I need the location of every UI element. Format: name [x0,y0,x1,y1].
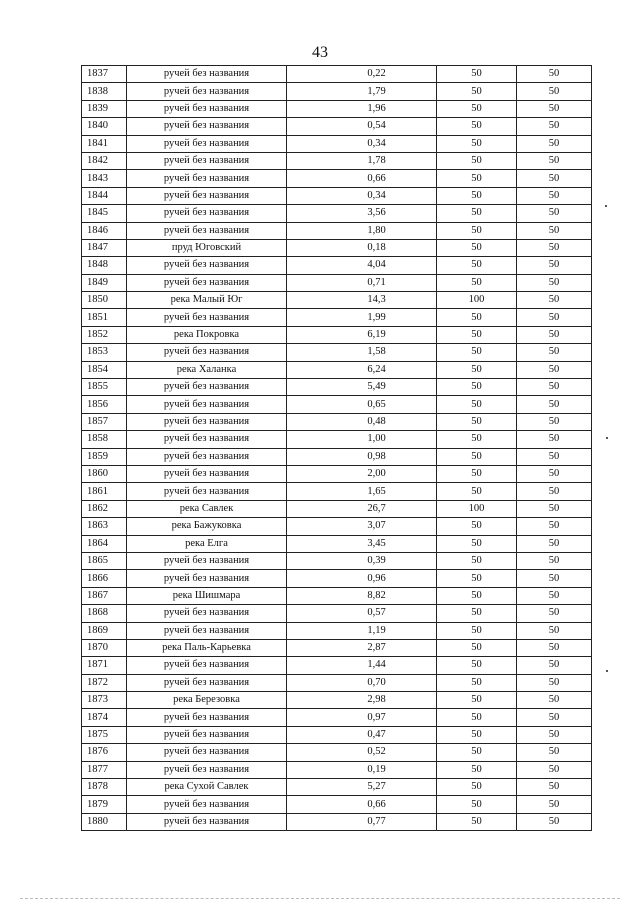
protection-zone-width-cell: 50 [437,309,517,326]
coastal-band-width-cell: 50 [517,379,592,396]
table-row [82,726,592,743]
row-number-cell: 1849 [82,274,127,291]
coastal-band-width-cell: 50 [517,309,592,326]
water-object-name-cell: ручей без названия [127,657,287,674]
length-km-cell: 1,65 [287,483,437,500]
table-row [82,622,592,639]
protection-zone-width-cell: 50 [437,761,517,778]
table-row [82,605,592,622]
length-km-cell: 2,00 [287,465,437,482]
length-km-cell: 8,82 [287,587,437,604]
table-row [82,118,592,135]
protection-zone-width-cell: 50 [437,709,517,726]
protection-zone-width-cell: 50 [437,222,517,239]
length-km-cell: 0,98 [287,448,437,465]
water-object-name-cell: река Халанка [127,361,287,378]
length-km-cell: 1,99 [287,309,437,326]
coastal-band-width-cell: 50 [517,448,592,465]
row-number-cell: 1839 [82,100,127,117]
water-object-name-cell: ручей без названия [127,552,287,569]
length-km-cell: 5,27 [287,779,437,796]
row-number-cell: 1865 [82,552,127,569]
protection-zone-width-cell: 50 [437,465,517,482]
coastal-band-width-cell: 50 [517,639,592,656]
water-object-name-cell: ручей без названия [127,796,287,813]
coastal-band-width-cell: 50 [517,657,592,674]
length-km-cell: 0,39 [287,552,437,569]
row-number-cell: 1851 [82,309,127,326]
protection-zone-width-cell: 50 [437,396,517,413]
water-object-name-cell: река Шишмара [127,587,287,604]
coastal-band-width-cell: 50 [517,813,592,830]
water-object-name-cell: ручей без названия [127,465,287,482]
coastal-band-width-cell: 50 [517,413,592,430]
row-number-cell: 1868 [82,605,127,622]
coastal-band-width-cell: 50 [517,483,592,500]
coastal-band-width-cell: 50 [517,239,592,256]
row-number-cell: 1877 [82,761,127,778]
length-km-cell: 0,70 [287,674,437,691]
row-number-cell: 1855 [82,379,127,396]
table-row [82,431,592,448]
water-object-name-cell: река Сухой Савлек [127,779,287,796]
row-number-cell: 1841 [82,135,127,152]
protection-zone-width-cell: 100 [437,292,517,309]
row-number-cell: 1864 [82,535,127,552]
water-object-name-cell: ручей без названия [127,483,287,500]
length-km-cell: 0,96 [287,570,437,587]
row-number-cell: 1846 [82,222,127,239]
length-km-cell: 0,34 [287,187,437,204]
row-number-cell: 1872 [82,674,127,691]
protection-zone-width-cell: 50 [437,639,517,656]
coastal-band-width-cell: 50 [517,170,592,187]
coastal-band-width-cell: 50 [517,587,592,604]
water-object-name-cell: ручей без названия [127,761,287,778]
row-number-cell: 1878 [82,779,127,796]
table-row [82,535,592,552]
row-number-cell: 1853 [82,344,127,361]
water-object-name-cell: ручей без названия [127,170,287,187]
length-km-cell: 0,57 [287,605,437,622]
length-km-cell: 3,56 [287,205,437,222]
table-row [82,500,592,517]
length-km-cell: 14,3 [287,292,437,309]
table-row [82,100,592,117]
scan-speck [605,205,607,207]
length-km-cell: 0,48 [287,413,437,430]
coastal-band-width-cell: 50 [517,570,592,587]
coastal-band-width-cell: 50 [517,709,592,726]
length-km-cell: 1,78 [287,152,437,169]
row-number-cell: 1852 [82,326,127,343]
protection-zone-width-cell: 50 [437,326,517,343]
table-row [82,292,592,309]
row-number-cell: 1854 [82,361,127,378]
water-object-name-cell: ручей без названия [127,257,287,274]
coastal-band-width-cell: 50 [517,135,592,152]
table-row [82,239,592,256]
water-object-name-cell: ручей без названия [127,344,287,361]
protection-zone-width-cell: 50 [437,170,517,187]
table-row [82,379,592,396]
water-object-name-cell: ручей без названия [127,726,287,743]
water-object-name-cell: ручей без названия [127,205,287,222]
protection-zone-width-cell: 50 [437,726,517,743]
length-km-cell: 0,18 [287,239,437,256]
length-km-cell: 0,97 [287,709,437,726]
coastal-band-width-cell: 50 [517,257,592,274]
protection-zone-width-cell: 50 [437,152,517,169]
coastal-band-width-cell: 50 [517,361,592,378]
length-km-cell: 3,07 [287,518,437,535]
table-row [82,361,592,378]
water-object-name-cell: ручей без названия [127,744,287,761]
protection-zone-width-cell: 50 [437,257,517,274]
table-row [82,465,592,482]
table-row [82,552,592,569]
protection-zone-width-cell: 100 [437,500,517,517]
scan-speck [606,670,608,672]
protection-zone-width-cell: 50 [437,66,517,83]
row-number-cell: 1848 [82,257,127,274]
page-number: 43 [312,44,328,61]
length-km-cell: 1,44 [287,657,437,674]
row-number-cell: 1844 [82,187,127,204]
row-number-cell: 1879 [82,796,127,813]
coastal-band-width-cell: 50 [517,518,592,535]
protection-zone-width-cell: 50 [437,779,517,796]
length-km-cell: 6,19 [287,326,437,343]
length-km-cell: 1,19 [287,622,437,639]
coastal-band-width-cell: 50 [517,326,592,343]
length-km-cell: 5,49 [287,379,437,396]
water-object-name-cell: ручей без названия [127,396,287,413]
protection-zone-width-cell: 50 [437,570,517,587]
length-km-cell: 6,24 [287,361,437,378]
table-row [82,83,592,100]
table-row [82,448,592,465]
row-number-cell: 1838 [82,83,127,100]
coastal-band-width-cell: 50 [517,761,592,778]
table-row [82,639,592,656]
table-row [82,413,592,430]
table-row [82,326,592,343]
water-object-name-cell: ручей без названия [127,570,287,587]
table-row [82,709,592,726]
table-row [82,152,592,169]
length-km-cell: 1,96 [287,100,437,117]
row-number-cell: 1842 [82,152,127,169]
protection-zone-width-cell: 50 [437,83,517,100]
water-object-name-cell: река Покровка [127,326,287,343]
water-object-name-cell: пруд Юговский [127,239,287,256]
water-object-name-cell: ручей без названия [127,674,287,691]
row-number-cell: 1859 [82,448,127,465]
length-km-cell: 4,04 [287,257,437,274]
water-object-name-cell: ручей без названия [127,605,287,622]
coastal-band-width-cell: 50 [517,431,592,448]
water-object-name-cell: ручей без названия [127,100,287,117]
table-row [82,135,592,152]
water-object-name-cell: ручей без названия [127,448,287,465]
protection-zone-width-cell: 50 [437,535,517,552]
coastal-band-width-cell: 50 [517,396,592,413]
length-km-cell: 0,71 [287,274,437,291]
row-number-cell: 1861 [82,483,127,500]
row-number-cell: 1840 [82,118,127,135]
water-object-name-cell: река Паль-Карьевка [127,639,287,656]
coastal-band-width-cell: 50 [517,274,592,291]
coastal-band-width-cell: 50 [517,622,592,639]
protection-zone-width-cell: 50 [437,674,517,691]
length-km-cell: 0,77 [287,813,437,830]
coastal-band-width-cell: 50 [517,118,592,135]
table-row [82,170,592,187]
coastal-band-width-cell: 50 [517,292,592,309]
water-object-name-cell: ручей без названия [127,135,287,152]
protection-zone-width-cell: 50 [437,657,517,674]
length-km-cell: 0,22 [287,66,437,83]
length-km-cell: 0,34 [287,135,437,152]
protection-zone-width-cell: 50 [437,552,517,569]
coastal-band-width-cell: 50 [517,726,592,743]
coastal-band-width-cell: 50 [517,152,592,169]
length-km-cell: 0,54 [287,118,437,135]
row-number-cell: 1858 [82,431,127,448]
water-object-name-cell: ручей без названия [127,622,287,639]
protection-zone-width-cell: 50 [437,274,517,291]
table-row [82,222,592,239]
coastal-band-width-cell: 50 [517,205,592,222]
coastal-band-width-cell: 50 [517,674,592,691]
table-row [82,344,592,361]
row-number-cell: 1874 [82,709,127,726]
protection-zone-width-cell: 50 [437,744,517,761]
coastal-band-width-cell: 50 [517,83,592,100]
table-row [82,761,592,778]
page-bottom-edge [20,898,620,899]
protection-zone-width-cell: 50 [437,587,517,604]
table-row [82,309,592,326]
protection-zone-width-cell: 50 [437,379,517,396]
table-row [82,257,592,274]
table-row [82,692,592,709]
water-object-name-cell: река Елга [127,535,287,552]
length-km-cell: 0,66 [287,170,437,187]
table-row [82,518,592,535]
length-km-cell: 0,65 [287,396,437,413]
protection-zone-width-cell: 50 [437,118,517,135]
water-object-name-cell: река Березовка [127,692,287,709]
water-object-name-cell: ручей без названия [127,379,287,396]
row-number-cell: 1837 [82,66,127,83]
length-km-cell: 0,19 [287,761,437,778]
length-km-cell: 2,87 [287,639,437,656]
coastal-band-width-cell: 50 [517,535,592,552]
coastal-band-width-cell: 50 [517,187,592,204]
row-number-cell: 1847 [82,239,127,256]
coastal-band-width-cell: 50 [517,796,592,813]
protection-zone-width-cell: 50 [437,692,517,709]
water-object-name-cell: ручей без названия [127,413,287,430]
water-object-name-cell: ручей без названия [127,431,287,448]
length-km-cell: 1,00 [287,431,437,448]
protection-zone-width-cell: 50 [437,135,517,152]
water-object-name-cell: ручей без названия [127,187,287,204]
water-object-name-cell: ручей без названия [127,222,287,239]
table-row [82,796,592,813]
length-km-cell: 0,52 [287,744,437,761]
protection-zone-width-cell: 50 [437,448,517,465]
table-row [82,657,592,674]
protection-zone-width-cell: 50 [437,813,517,830]
row-number-cell: 1873 [82,692,127,709]
protection-zone-width-cell: 50 [437,205,517,222]
protection-zone-width-cell: 50 [437,622,517,639]
coastal-band-width-cell: 50 [517,222,592,239]
table-row [82,570,592,587]
water-object-name-cell: ручей без названия [127,66,287,83]
coastal-band-width-cell: 50 [517,500,592,517]
table-row [82,274,592,291]
length-km-cell: 0,47 [287,726,437,743]
row-number-cell: 1850 [82,292,127,309]
table-row [82,813,592,830]
coastal-band-width-cell: 50 [517,744,592,761]
length-km-cell: 1,79 [287,83,437,100]
row-number-cell: 1880 [82,813,127,830]
scan-speck [606,437,608,439]
protection-zone-width-cell: 50 [437,344,517,361]
table-body [82,66,592,831]
row-number-cell: 1867 [82,587,127,604]
row-number-cell: 1871 [82,657,127,674]
row-number-cell: 1876 [82,744,127,761]
table-row [82,779,592,796]
table-row [82,396,592,413]
row-number-cell: 1857 [82,413,127,430]
protection-zone-width-cell: 50 [437,518,517,535]
protection-zone-width-cell: 50 [437,796,517,813]
row-number-cell: 1862 [82,500,127,517]
water-object-name-cell: ручей без названия [127,813,287,830]
water-object-name-cell: ручей без названия [127,152,287,169]
water-object-name-cell: ручей без названия [127,274,287,291]
table-row [82,587,592,604]
coastal-band-width-cell: 50 [517,465,592,482]
water-object-name-cell: ручей без названия [127,709,287,726]
coastal-band-width-cell: 50 [517,66,592,83]
coastal-band-width-cell: 50 [517,344,592,361]
water-object-name-cell: ручей без названия [127,118,287,135]
row-number-cell: 1870 [82,639,127,656]
coastal-band-width-cell: 50 [517,605,592,622]
protection-zone-width-cell: 50 [437,431,517,448]
water-object-name-cell: река Савлек [127,500,287,517]
row-number-cell: 1843 [82,170,127,187]
water-object-name-cell: ручей без названия [127,83,287,100]
protection-zone-width-cell: 50 [437,361,517,378]
row-number-cell: 1866 [82,570,127,587]
protection-zone-width-cell: 50 [437,483,517,500]
length-km-cell: 3,45 [287,535,437,552]
water-object-name-cell: река Малый Юг [127,292,287,309]
length-km-cell: 0,66 [287,796,437,813]
coastal-band-width-cell: 50 [517,779,592,796]
coastal-band-width-cell: 50 [517,100,592,117]
table-row [82,187,592,204]
length-km-cell: 26,7 [287,500,437,517]
protection-zone-width-cell: 50 [437,413,517,430]
length-km-cell: 1,58 [287,344,437,361]
water-object-name-cell: река Бажуковка [127,518,287,535]
protection-zone-width-cell: 50 [437,605,517,622]
table-row [82,66,592,83]
water-object-name-cell: ручей без названия [127,309,287,326]
table-row [82,483,592,500]
row-number-cell: 1845 [82,205,127,222]
row-number-cell: 1863 [82,518,127,535]
water-objects-table [81,65,592,831]
coastal-band-width-cell: 50 [517,552,592,569]
table-row [82,674,592,691]
coastal-band-width-cell: 50 [517,692,592,709]
protection-zone-width-cell: 50 [437,239,517,256]
row-number-cell: 1869 [82,622,127,639]
row-number-cell: 1856 [82,396,127,413]
row-number-cell: 1860 [82,465,127,482]
length-km-cell: 1,80 [287,222,437,239]
protection-zone-width-cell: 50 [437,100,517,117]
table-row [82,744,592,761]
length-km-cell: 2,98 [287,692,437,709]
row-number-cell: 1875 [82,726,127,743]
table-row [82,205,592,222]
protection-zone-width-cell: 50 [437,187,517,204]
